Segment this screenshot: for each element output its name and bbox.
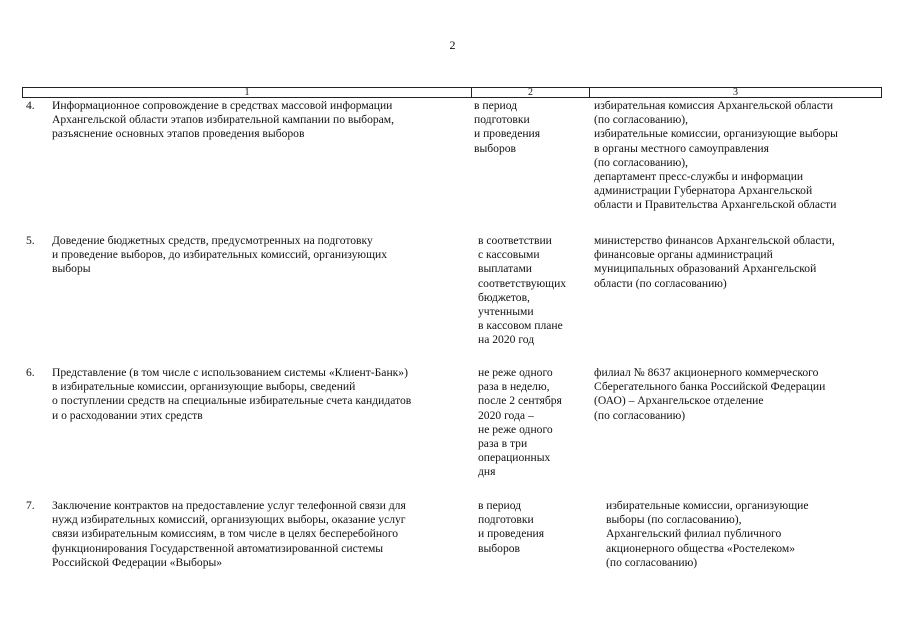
text-line: раза в три xyxy=(478,437,528,451)
table-header xyxy=(22,87,882,98)
text-line: Информационное сопровождение в средствах массовой информации xyxy=(52,99,393,112)
text-line: операционных xyxy=(478,451,551,465)
text-line: муниципальных образований Архангельской xyxy=(594,262,817,276)
text-line: дня xyxy=(478,465,496,479)
row-responsible xyxy=(594,99,884,213)
text-line: выплатами xyxy=(478,262,532,276)
text-line: Заключение контрактов на предоставление услуг телефонной связи для xyxy=(52,499,406,512)
text-line: филиал № 8637 акционерного коммерческого xyxy=(594,366,819,379)
row-number: 5. xyxy=(26,234,35,247)
text-line: раза в неделю, xyxy=(478,380,550,394)
row-description xyxy=(52,234,457,277)
page-number: 2 xyxy=(449,38,456,52)
text-line: (по согласованию), xyxy=(594,113,689,127)
text-line: в период xyxy=(478,499,522,512)
header-col-2: 2 xyxy=(472,87,590,98)
text-line: не реже одного xyxy=(478,366,553,379)
text-line: учтенными xyxy=(478,305,534,319)
row-responsible xyxy=(606,499,896,570)
text-line: бюджетов, xyxy=(478,290,530,304)
text-line: нужд избирательных комиссий, организующих выборы, оказание услуг xyxy=(52,513,406,527)
text-line: и о расходовании этих средств xyxy=(52,408,203,422)
row-description xyxy=(52,499,457,570)
row-number: 4. xyxy=(26,99,35,112)
text-line: Сберегательного банка Российской Федерации xyxy=(594,380,826,394)
text-line: в период xyxy=(474,99,518,112)
text-line: Доведение бюджетных средств, предусмотренных на подготовку xyxy=(52,234,373,247)
text-line: избирательная комиссия Архангельской области xyxy=(594,99,834,112)
text-line: Архангельской области этапов избирательной кампании по выборам, xyxy=(52,113,395,127)
text-line: подготовки xyxy=(474,113,530,127)
text-line: министерство финансов Архангельской области, xyxy=(594,234,835,247)
text-line: в органы местного самоуправления xyxy=(594,141,769,155)
text-line: выборы xyxy=(52,262,91,276)
text-line: после 2 сентября xyxy=(478,394,562,408)
text-line: выборов xyxy=(474,141,517,155)
text-line: избирательные комиссии, организующие xyxy=(606,499,809,512)
row-number: 6. xyxy=(26,366,35,379)
row-description xyxy=(52,99,457,142)
text-line: выборов xyxy=(478,541,521,555)
text-line: подготовки xyxy=(478,513,534,527)
text-line: на 2020 год xyxy=(478,333,535,347)
text-line: и проведение выборов, до избирательных комиссий, организующих xyxy=(52,248,388,262)
row-period xyxy=(478,366,588,480)
text-line: акционерного общества «Ростелеком» xyxy=(606,541,796,555)
text-line: о поступлении средств на специальные избирательные счета кандидатов xyxy=(52,394,412,408)
text-line: (по согласованию), xyxy=(594,155,689,169)
text-line: (по согласованию) xyxy=(606,555,698,569)
text-line: функционирования Государственной автоматизированной системы xyxy=(52,541,384,555)
row-period xyxy=(474,99,584,156)
row-responsible xyxy=(594,234,884,291)
row-period xyxy=(478,234,588,348)
header-col-3: 3 xyxy=(590,87,882,98)
row-period xyxy=(478,499,588,556)
text-line: области и Правительства Архангельской области xyxy=(594,198,837,212)
text-line: избирательные комиссии, организующие выборы xyxy=(594,127,838,141)
text-line: Российской Федерации «Выборы» xyxy=(52,555,223,569)
text-line: и проведения xyxy=(474,127,541,141)
text-line: соответствующих xyxy=(478,276,567,290)
text-line: 2020 года – xyxy=(478,408,534,422)
text-line: области (по согласованию) xyxy=(594,276,727,290)
text-line: в кассовом плане xyxy=(478,319,563,333)
text-line: департамент пресс-службы и информации xyxy=(594,170,804,184)
text-line: (по согласованию) xyxy=(594,408,686,422)
text-line: в соответствии xyxy=(478,234,552,247)
text-line: в избирательные комиссии, организующие выборы, сведений xyxy=(52,380,356,394)
row-responsible xyxy=(594,366,884,423)
text-line: разъяснение основных этапов проведения выборов xyxy=(52,127,305,141)
text-line: Представление (в том числе с использованием системы «Клиент-Банк») xyxy=(52,366,408,379)
text-line: связи избирательным комиссиям, в том числе в целях бесперебойного xyxy=(52,527,399,541)
text-line: Архангельский филиал публичного xyxy=(606,527,782,541)
row-number: 7. xyxy=(26,499,35,512)
row-description xyxy=(52,366,457,423)
text-line: (ОАО) – Архангельское отделение xyxy=(594,394,764,408)
text-line: выборы (по согласованию), xyxy=(606,513,742,527)
text-line: с кассовыми xyxy=(478,248,540,262)
text-line: администрации Губернатора Архангельской xyxy=(594,184,813,198)
header-col-1: 1 xyxy=(22,87,472,98)
text-line: не реже одного xyxy=(478,422,553,436)
text-line: и проведения xyxy=(478,527,545,541)
text-line: финансовые органы администраций xyxy=(594,248,773,262)
